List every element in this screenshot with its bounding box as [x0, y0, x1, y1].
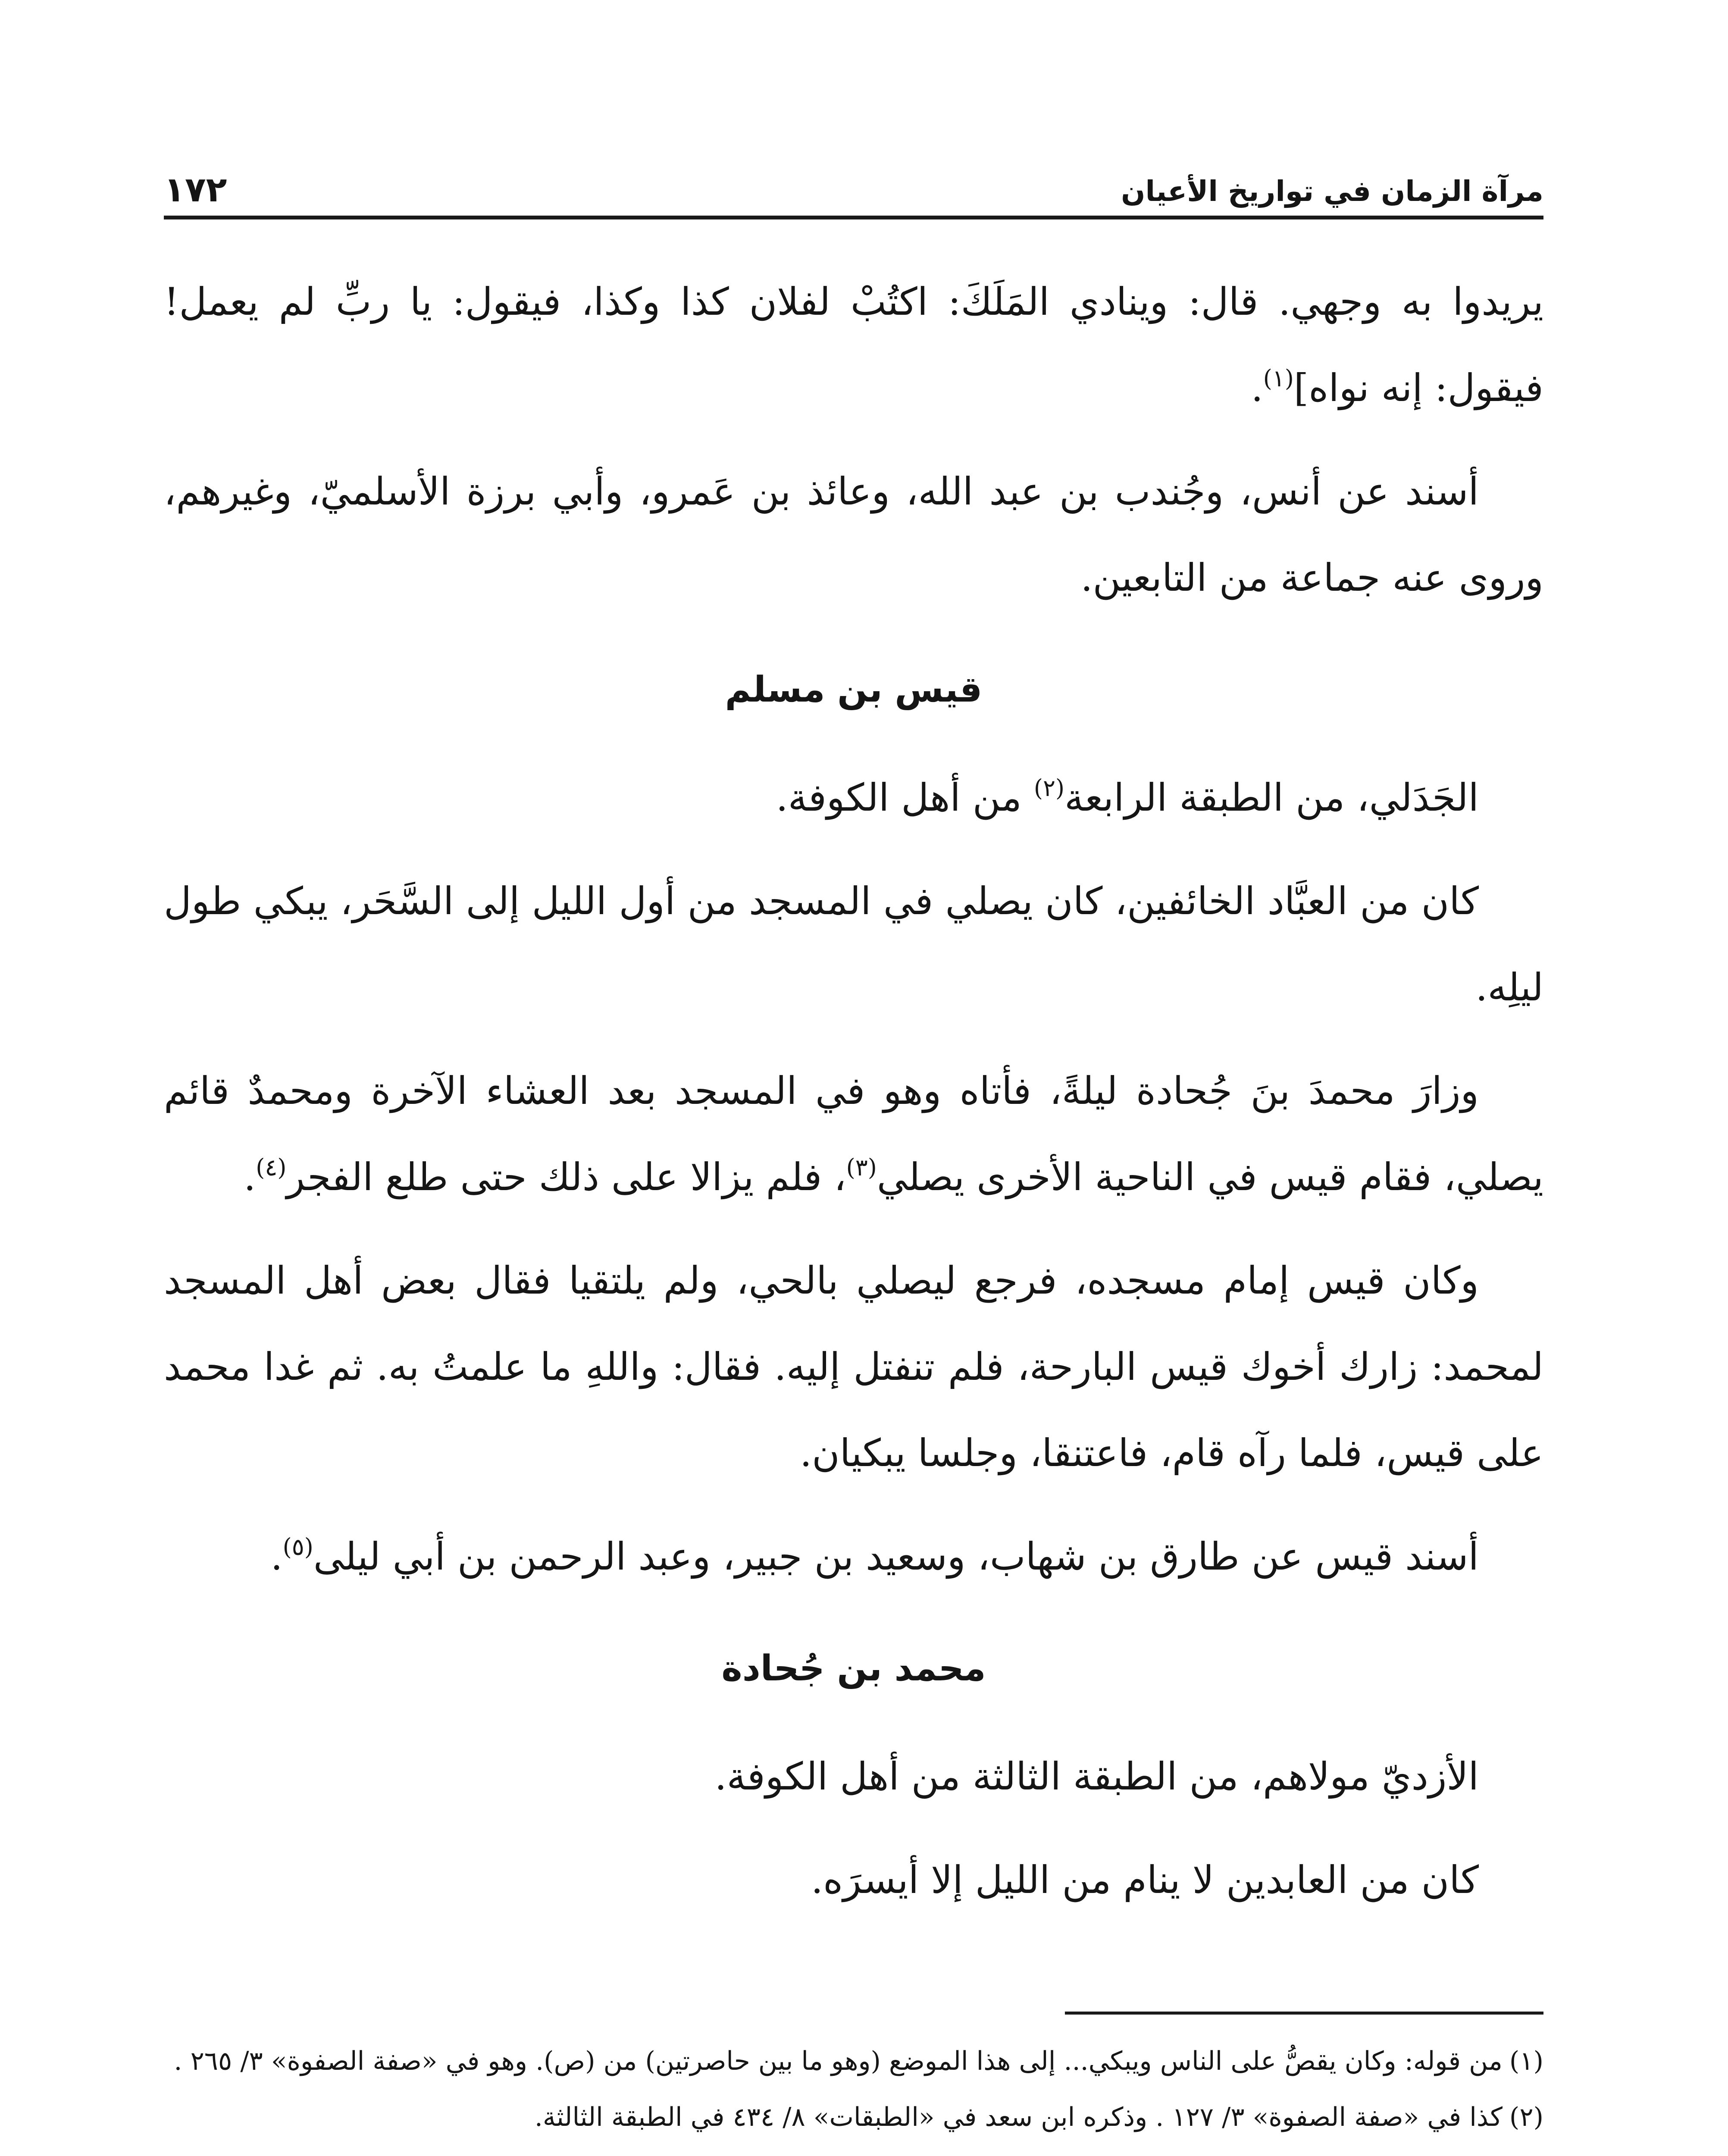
paragraph-6: وكان قيس إمام مسجده، فرجع ليصلي بالحي، ولم يلتقيا فقال بعض أهل المسجد لمحمد: زارك أخوك قيس البارحة، فلم تنفتل إليه. فقال: واللهِ ما علمتُ به. ثم غدا محمد على قيس، فلما رآه قام، فاعتنقا، وجلسا يبكيان.	[164, 1258, 1543, 1475]
paragraph-5-text: وزارَ محمدَ بنَ جُحادة ليلةً، فأتاه وهو في المسجد بعد العشاء الآخرة ومحمدٌ قائم يصلي، فقام قيس في الناحية الأخرى يصلي	[164, 1069, 1543, 1199]
footnote-ref-4: (٤)	[256, 1154, 287, 1181]
footnote-divider	[1065, 2012, 1543, 2015]
section-heading-muhammad: محمد بن جُحادة	[721, 1648, 986, 1689]
footnote-text: كذا في «صفة الصفوة» ٣/ ١٢٧ . وذكره ابن سعد في «الطبقات» ٨/ ٤٣٤ في الطبقة الثالثة.	[534, 2102, 1503, 2132]
paragraph-3-text: الجَدَلي، من الطبقة الرابعة	[1064, 775, 1479, 820]
footnote-text: من قوله: وكان يقصُّ على الناس ويبكي... إلى هذا الموضع (وهو ما بين حاصرتين) من (ص). وهو في «صفة الصفوة» ٣/ ٢٦٥ .	[174, 2046, 1503, 2076]
footnote-1	[164, 2035, 1543, 2087]
footnotes	[164, 2035, 1543, 2156]
paragraph-5	[164, 1048, 1543, 1220]
paragraph-5-text-2: ، فلم يزالا على ذلك حتى طلع الفجر	[286, 1155, 846, 1199]
section-heading-qays: قيس بن مسلم	[725, 669, 983, 710]
paragraph-1-end: .	[1251, 366, 1263, 410]
book-page	[164, 0, 1543, 2156]
paragraph-4: كان من العبَّاد الخائفين، كان يصلي في المسجد من أول الليل إلى السَّحَر، يبكي طول ليلِه.	[164, 879, 1543, 1009]
footnote-ref-1: (١)	[1263, 365, 1294, 392]
paragraph-1	[164, 259, 1543, 431]
footnote-2	[164, 2091, 1543, 2143]
paragraph-9: كان من العابدين لا ينام من الليل إلا أيسرَه.	[811, 1858, 1479, 1902]
paragraph-7-end: .	[270, 1534, 283, 1579]
running-header	[164, 160, 1543, 219]
footnote-ref-2: (٢)	[1033, 774, 1065, 802]
paragraph-7	[164, 1514, 1543, 1600]
paragraph-2: أسند عن أنس، وجُندب بن عبد الله، وعائذ بن عَمرو، وأبي برزة الأسلميّ، وغيرهم، وروى عنه جماعة من التابعين.	[164, 469, 1543, 600]
book-title: مرآة الزمان في تواريخ الأعيان	[1121, 175, 1543, 208]
footnote-3	[164, 2147, 1543, 2156]
paragraph-7-text: أسند قيس عن طارق بن شهاب، وسعيد بن جبير، وعبد الرحمن بن أبي ليلى	[313, 1534, 1479, 1579]
footnote-number: (٢)	[1509, 2102, 1543, 2132]
paragraph-3-text-end: من أهل الكوفة.	[776, 775, 1034, 820]
footnote-ref-5: (٥)	[282, 1533, 313, 1561]
paragraph-1-text: يريدوا به وجهي. قال: وينادي المَلَكَ: اكتُبْ لفلان كذا وكذا، فيقول: يا ربِّ لم يعمل! فيقول: إنه نواه]	[164, 279, 1543, 410]
paragraph-3	[164, 755, 1543, 841]
footnote-number: (١)	[1509, 2046, 1543, 2076]
page-number: ١٧٢	[164, 169, 227, 210]
footnote-ref-3: (٣)	[846, 1154, 877, 1181]
main-text	[164, 259, 1543, 1940]
paragraph-8: الأزديّ مولاهم، من الطبقة الثالثة من أهل الكوفة.	[714, 1754, 1479, 1799]
paragraph-5-end: .	[244, 1155, 256, 1199]
